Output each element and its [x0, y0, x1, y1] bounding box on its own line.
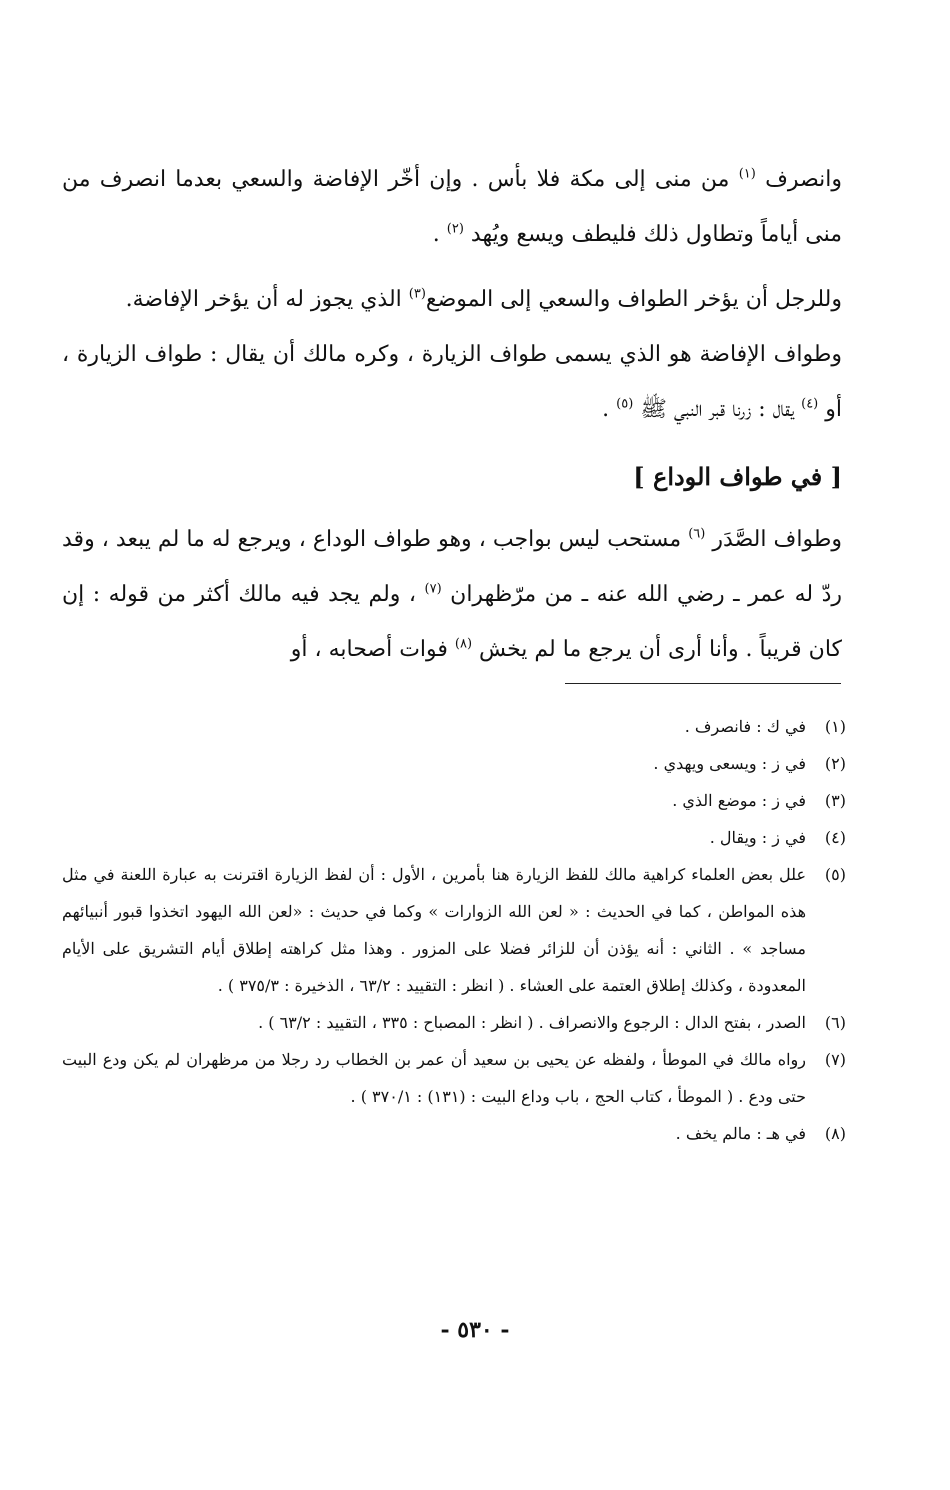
footnote-item [62, 819, 846, 856]
paragraph-4 [62, 512, 842, 677]
footnote-ref-8[interactable]: (٨) [454, 636, 473, 652]
para1-line2: من منى أياماً وتطاول ذلك فليطف ويسع ويُهد [62, 167, 842, 247]
footnote-text: الصدر ، بفتح الدال : الرجوع والانصراف . ( انظر : المصباح : ٣٣٥ ، التقييد : ٦٣/٢ ) . [258, 1013, 806, 1032]
section-heading: [ في طواف الوداع ] [633, 462, 842, 491]
para3-end: . [602, 397, 610, 422]
footnote-number: (٧) [824, 1050, 846, 1069]
para4-middle-1: مستحب ليس بواجب ، وهو طواف الوداع ، ويرجع له ما لم يبعد ، وقد ردّ له عمر ـ رضي الله عنه ـ من مرّظهران [62, 527, 842, 607]
para4-end: فوات أصحابه ، أو [290, 637, 448, 662]
footnote-text: رواه مالك في الموطأ ، ولفظه عن يحيى بن سعيد أن عمر بن الخطاب رد رجلا من مرظهران لم يكن ودع البيت حتى ودع . ( الموطأ ، كتاب الحج ، باب وداع البيت : (١٣١) : ٣٧٠/١ ) . [62, 1050, 807, 1106]
footnote-text: في هـ : مالم يخف . [675, 1124, 806, 1143]
footnotes-list [62, 708, 846, 1152]
footnote-ref-1[interactable]: (١) [738, 166, 756, 182]
para3-start: وطواف الإفاضة هو الذي يسمى طواف الزيارة ، وكره مالك أن يقال : طواف الزيارة ، أو [62, 342, 842, 422]
footnote-item [62, 782, 846, 819]
footnote-text: علل بعض العلماء كراهية مالك للفظ الزيارة هنا بأمرين ، الأول : أن لفظ الزيارة اقترنت به عبارة اللعنة في مثل هذه المواطن ، كما في الحديث : « لعن الله الزوارات » وكما في حديث : «لعن الله اليهود اتخذوا قبور أنبيائهم مساجد » . الثاني : أنه يؤذن أن للزائر فضلا على المزور . وهذا مثل كراهته إطلاق أيام التشريق على الأيام المعدودة ، وكذلك إطلاق العتمة على العشاء . ( انظر : التقييد : ٦٣/٢ ، الذخيرة : ٣٧٥/٣ ) . [62, 865, 807, 995]
footnote-number: (٦) [824, 1013, 846, 1032]
footnote-item [62, 745, 846, 782]
footnote-ref-5[interactable]: (٥) [616, 396, 634, 412]
footnote-text: في ز : ويقال . [709, 828, 806, 847]
para4-middle-2: ، ولم يجد فيه مالك أكثر من قوله : إن كان قريباً . وأنا أرى أن يرجع ما لم يخش [62, 582, 842, 662]
footnote-number: (٤) [824, 828, 846, 847]
footnote-item [62, 1041, 846, 1115]
paragraph-2 [62, 272, 842, 327]
footnote-ref-6[interactable]: (٦) [688, 526, 706, 542]
footnote-item [62, 1115, 846, 1152]
footnote-divider [565, 683, 841, 684]
footnote-text: في ز : ويسعى ويهدي . [653, 754, 806, 773]
paragraph-1 [62, 152, 842, 262]
footnote-ref-2[interactable]: (٢) [446, 221, 464, 237]
footnote-number: (٢) [824, 754, 846, 773]
para1-line1-rest: من منى إلى مكة فلا بأس . وإن أخّر الإفاضة والسعي بعدما انصرف [99, 167, 730, 192]
para4-start: وطواف الصَّدَر [712, 527, 842, 552]
footnote-ref-3[interactable]: (٣) [408, 286, 426, 302]
footnote-text: في ز : موضع الذي . [672, 791, 806, 810]
footnote-item [62, 856, 846, 1004]
main-text [62, 152, 842, 677]
footnote-text: في ك : فانصرف . [684, 717, 806, 736]
para3-middle: يقال : زرنا قبر النبي ﷺ [640, 397, 795, 422]
footnote-ref-7[interactable]: (٧) [424, 581, 442, 597]
footnote-ref-4[interactable]: (٤) [801, 396, 819, 412]
paragraph-3 [62, 327, 842, 437]
para2-start: وللرجل أن يؤخر الطواف والسعي إلى الموضع [425, 287, 842, 312]
page-number: - ٥٣٠ - [440, 1317, 510, 1343]
para1-end: . [432, 222, 440, 247]
footnote-number: (٥) [824, 865, 846, 884]
footnote-item [62, 708, 846, 745]
footnote-number: (٨) [824, 1124, 846, 1143]
footnote-number: (١) [824, 717, 846, 736]
para1-line1-start: وانصرف [765, 167, 843, 192]
para2-rest: الذي يجوز له أن يؤخر الإفاضة. [125, 287, 402, 312]
footnote-item [62, 1004, 846, 1041]
footnote-number: (٣) [824, 791, 846, 810]
